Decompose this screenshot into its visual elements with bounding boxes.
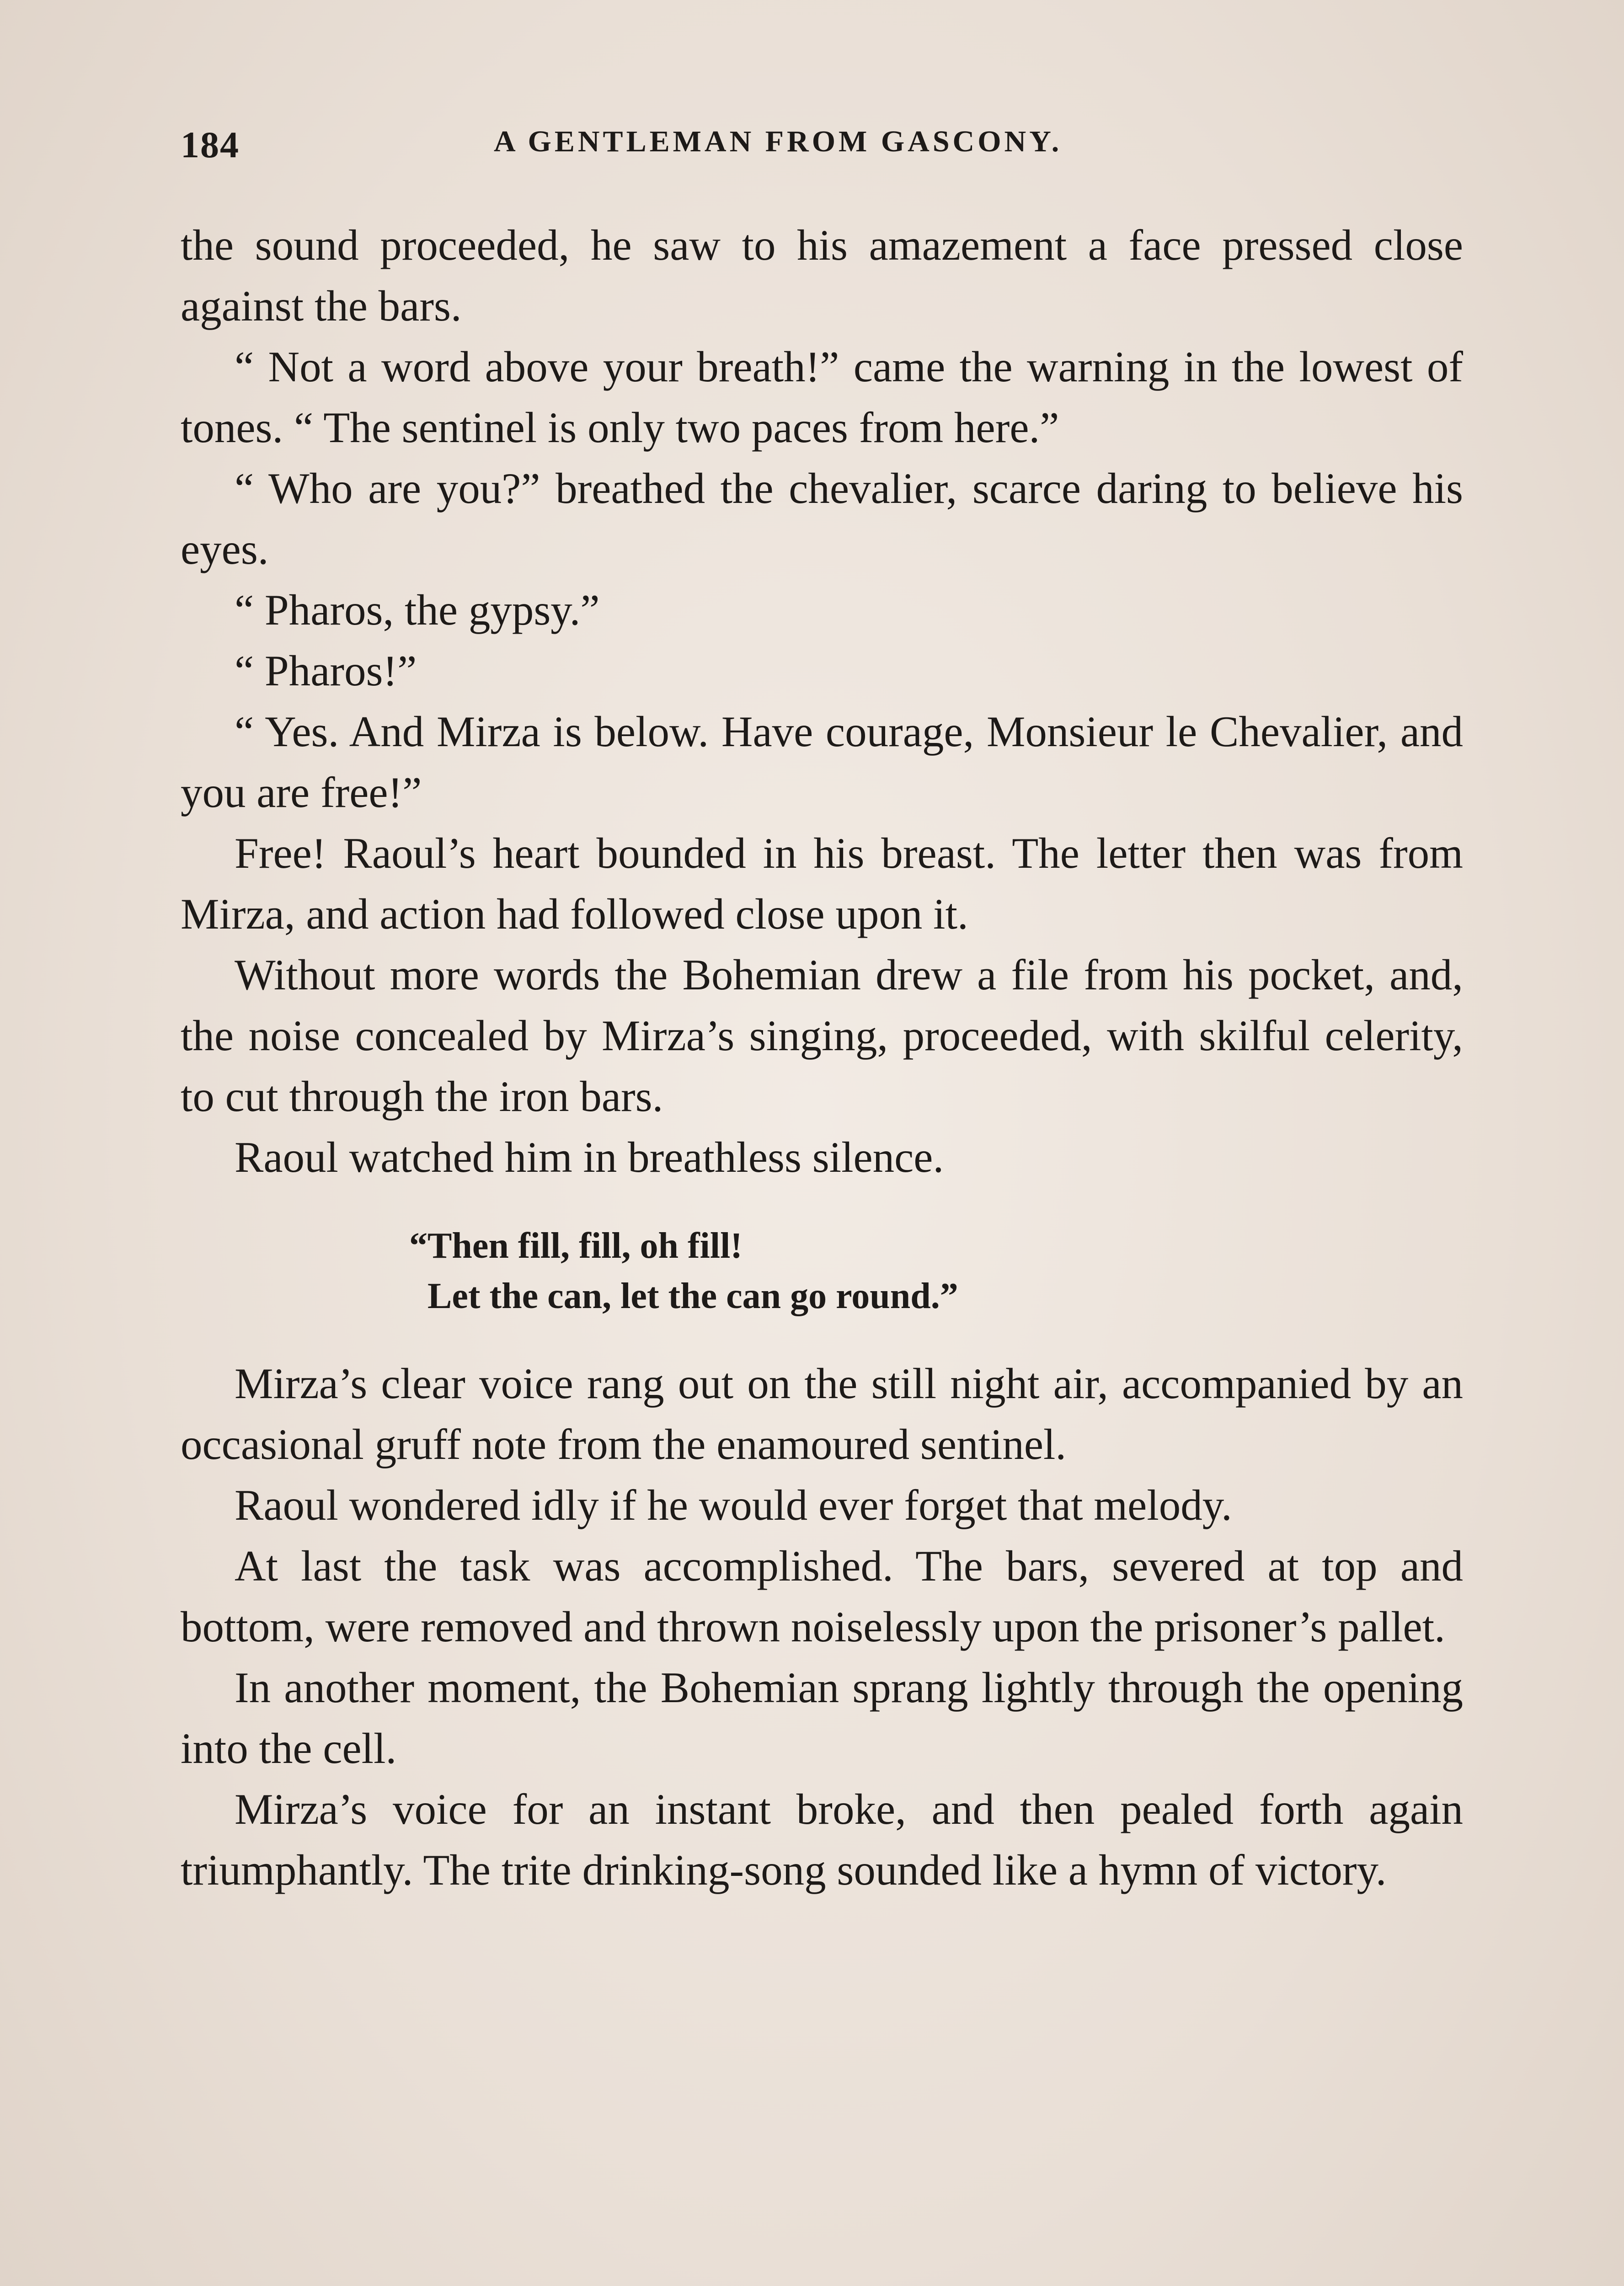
paragraph-8: Without more words the Bohemian drew a file from his pocket, and, the noise concealed by Mirza’s singing, proceeded, with skilful celerity, to cut through the iron bars.	[181, 951, 1463, 1121]
paragraph-3: “ Who are you?” breathed the chevalier, scarce daring to believe his eyes.	[181, 464, 1463, 573]
paragraph-5: “ Pharos!”	[235, 646, 417, 695]
paragraph-11: Raoul wondered idly if he would ever forget that melody.	[235, 1481, 1232, 1529]
paragraph-2: “ Not a word above your breath!” came the warning in the lowest of tones. “ The sentinel is only two paces from here.”	[181, 342, 1463, 452]
verse-line-1: “Then fill, fill, oh fill!	[409, 1226, 743, 1266]
running-title: A GENTLEMAN FROM GASCONY.	[494, 125, 1063, 158]
paragraph-7: Free! Raoul’s heart bounded in his breast. The letter then was from Mirza, and action had followed close upon it.	[181, 829, 1463, 938]
running-head	[181, 114, 1461, 165]
page-number: 184	[181, 124, 240, 166]
paragraph-6: “ Yes. And Mirza is below. Have courage, Monsieur le Chevalier, and you are free!”	[181, 707, 1463, 817]
paragraph-9: Raoul watched him in breathless silence.	[235, 1133, 944, 1181]
verse-line-2: Let the can, let the can go round.”	[427, 1276, 958, 1316]
paragraph-12: At last the task was accomplished. The bars, severed at top and bottom, were removed and thrown noiselessly upon the prisoner’s pallet.	[181, 1542, 1463, 1651]
song-verse	[181, 1221, 1463, 1321]
body-text	[181, 215, 1463, 1901]
paragraph-10: Mirza’s clear voice rang out on the still night air, accompanied by an occasional gruff note from the enamoured sentinel.	[181, 1359, 1463, 1469]
paragraph-13: In another moment, the Bohemian sprang lightly through the opening into the cell.	[181, 1663, 1463, 1773]
paragraph-14: Mirza’s voice for an instant broke, and then pealed forth again triumphantly. The trite drinking-song sounded like a hymn of victory.	[181, 1785, 1463, 1894]
paragraph-1: the sound proceeded, he saw to his amazement a face pressed close against the bars.	[181, 221, 1463, 330]
paragraph-4: “ Pharos, the gypsy.”	[235, 586, 600, 634]
